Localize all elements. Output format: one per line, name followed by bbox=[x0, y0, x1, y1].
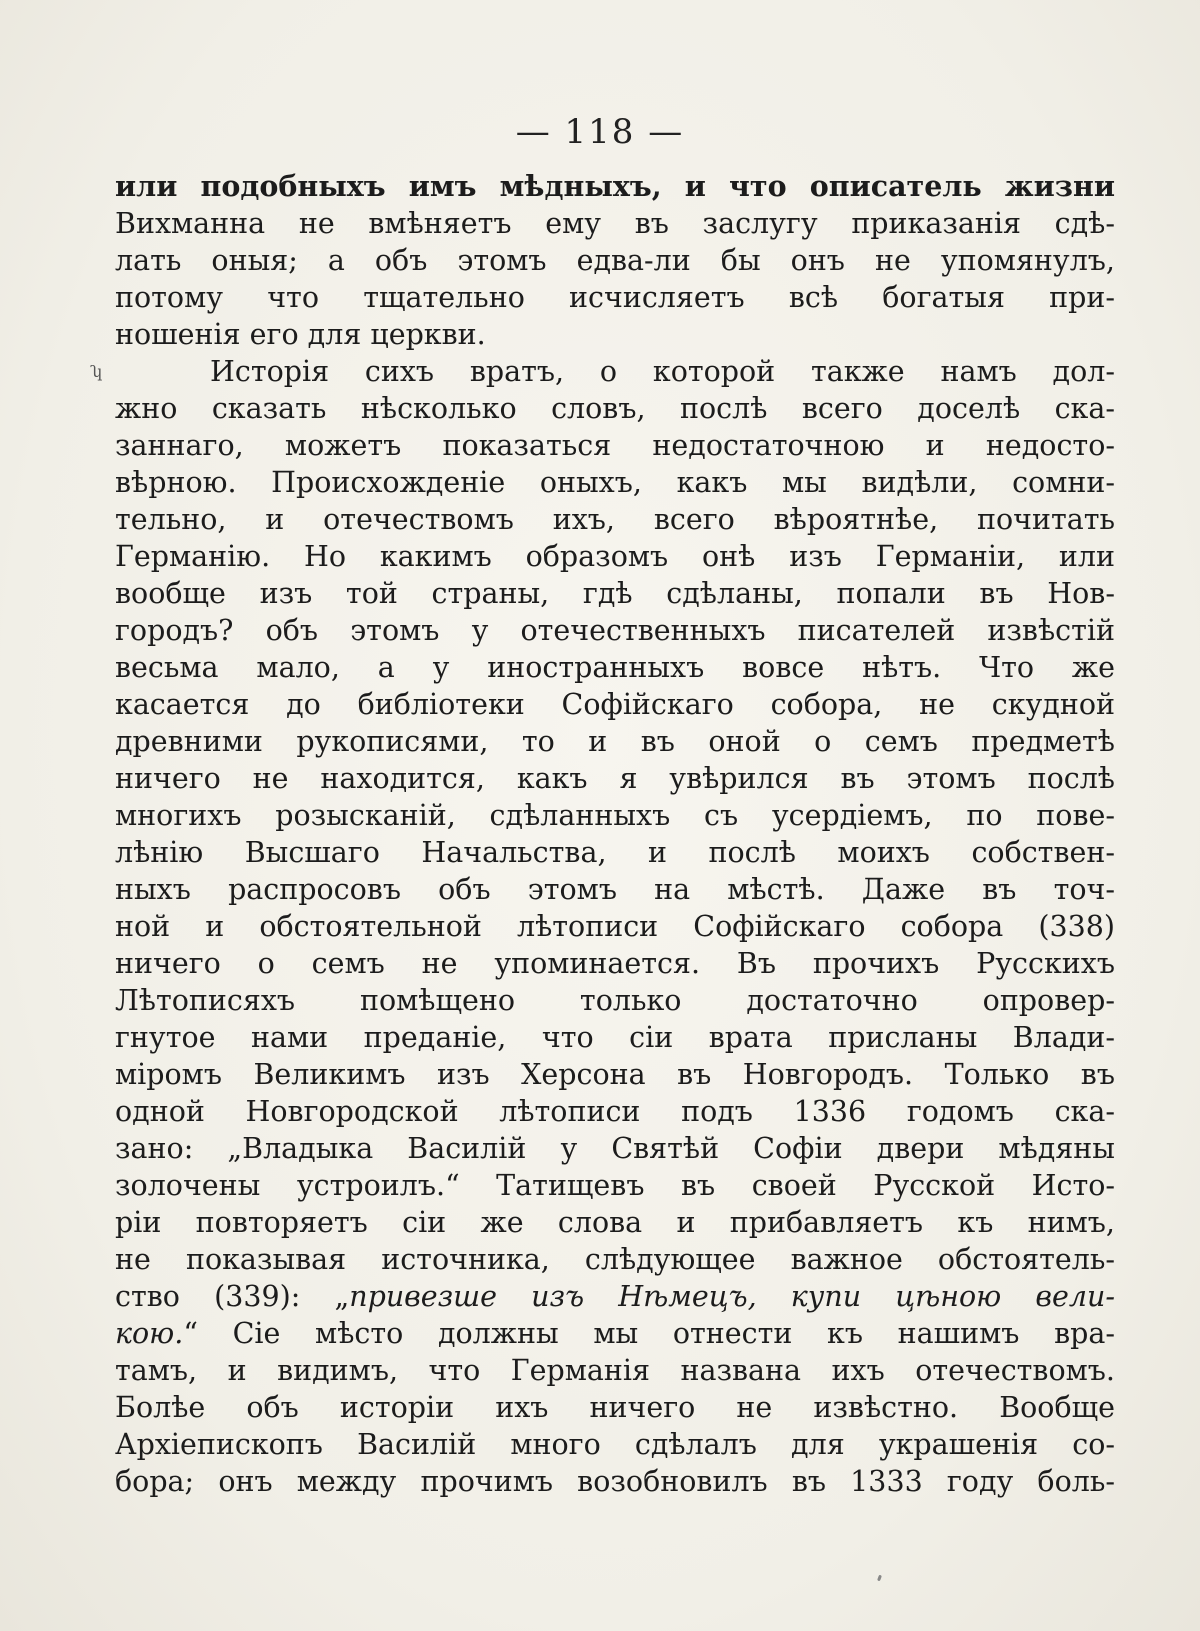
text-line: лѣнію Высшаго Начальства, и послѣ моихъ собствен- bbox=[115, 836, 1115, 869]
text-line: вѣрною. Происхожденіе оныхъ, какъ мы видѣли, сомни- bbox=[115, 466, 1115, 499]
text-line: Лѣтописяхъ помѣщено только достаточно опровер- bbox=[115, 984, 1115, 1017]
paper-speck bbox=[877, 1575, 882, 1582]
italic-quote: кою. bbox=[115, 1317, 184, 1350]
text-line: весьма мало, а у иностранныхъ вовсе нѣтъ. Что же bbox=[115, 651, 1115, 684]
text-line: жно сказать нѣсколько словъ, послѣ всего доселѣ ска- bbox=[115, 392, 1115, 425]
text-line: Архіепископъ Василій много сдѣлалъ для украшенія со- bbox=[115, 1428, 1115, 1461]
text-line: тельно, и отечествомъ ихъ, всего вѣроятнѣе, почитать bbox=[115, 503, 1115, 536]
paragraph-start-line: Исторія сихъ вратъ, о которой также намъ дол- bbox=[210, 355, 1115, 388]
text-line: зано: „Владыка Василій у Святѣй Софіи двери мѣдяны bbox=[115, 1132, 1115, 1165]
text-line: лать оныя; а объ этомъ едва-ли бы онъ не упомянулъ, bbox=[115, 244, 1115, 277]
text-line: заннаго, можетъ показаться недостаточною и недосто- bbox=[115, 429, 1115, 462]
text-line: Германію. Но какимъ образомъ онѣ изъ Германіи, или bbox=[115, 540, 1115, 573]
text-line: ріи повторяетъ сіи же слова и прибавляетъ къ нимъ, bbox=[115, 1206, 1115, 1239]
text-line: гнутое нами преданіе, что сіи врата присланы Влади- bbox=[115, 1021, 1115, 1054]
text-line-with-italic bbox=[115, 1315, 1115, 1352]
text-line: касается до библіотеки Софійскаго собора, не скудной bbox=[115, 688, 1115, 721]
text-line: одной Новгородской лѣтописи подъ 1336 годомъ ска- bbox=[115, 1095, 1115, 1128]
page-number: — 118 — bbox=[515, 112, 685, 152]
text-fragment: “ Сіе мѣсто должны мы отнести къ нашимъ вра- bbox=[183, 1317, 1115, 1350]
text-line: ныхъ распросовъ объ этомъ на мѣстѣ. Даже въ точ- bbox=[115, 873, 1115, 906]
text-line: вообще изъ той страны, гдѣ сдѣланы, попали въ Нов- bbox=[115, 577, 1115, 610]
text-line: бора; онъ между прочимъ возобновилъ въ 1333 году боль- bbox=[115, 1465, 1115, 1498]
text-line: или подобныхъ имъ мѣдныхъ, и что описатель жизни bbox=[115, 169, 1115, 203]
text-line: Вихманна не вмѣняетъ ему въ заслугу приказанія сдѣ- bbox=[115, 207, 1115, 240]
text-line: городъ? объ этомъ у отечественныхъ писателей извѣстій bbox=[115, 614, 1115, 647]
text-line: ничего о семъ не упоминается. Въ прочихъ Русскихъ bbox=[115, 947, 1115, 980]
text-line: міромъ Великимъ изъ Херсона въ Новгородъ. Только въ bbox=[115, 1058, 1115, 1091]
text-line: золочены устроилъ.“ Татищевъ въ своей Русской Исто- bbox=[115, 1169, 1115, 1202]
text-line: ношенія его для церкви. bbox=[115, 318, 486, 351]
text-line: не показывая источника, слѣдующее важное обстоятель- bbox=[115, 1243, 1115, 1276]
text-line: ной и обстоятельной лѣтописи Софійскаго собора (338) bbox=[115, 910, 1115, 943]
margin-mark: ʮ bbox=[90, 362, 103, 381]
text-line: потому что тщательно исчисляетъ всѣ богатыя при- bbox=[115, 281, 1115, 314]
body-text bbox=[115, 168, 1115, 1500]
italic-quote: привезше изъ Нѣмецъ, купи цѣною вели- bbox=[349, 1280, 1115, 1313]
text-line: ничего не находится, какъ я увѣрился въ этомъ послѣ bbox=[115, 762, 1115, 795]
text-line: Болѣе объ исторіи ихъ ничего не извѣстно. Вообще bbox=[115, 1391, 1115, 1424]
text-fragment: ство (339): „ bbox=[115, 1280, 350, 1313]
text-line: тамъ, и видимъ, что Германія названа ихъ отечествомъ. bbox=[115, 1354, 1115, 1387]
text-line-with-italic bbox=[115, 1278, 1115, 1315]
text-line: древними рукописями, то и въ оной о семъ предметѣ bbox=[115, 725, 1115, 758]
text-line: многихъ розысканій, сдѣланныхъ съ усердіемъ, по пове- bbox=[115, 799, 1115, 832]
